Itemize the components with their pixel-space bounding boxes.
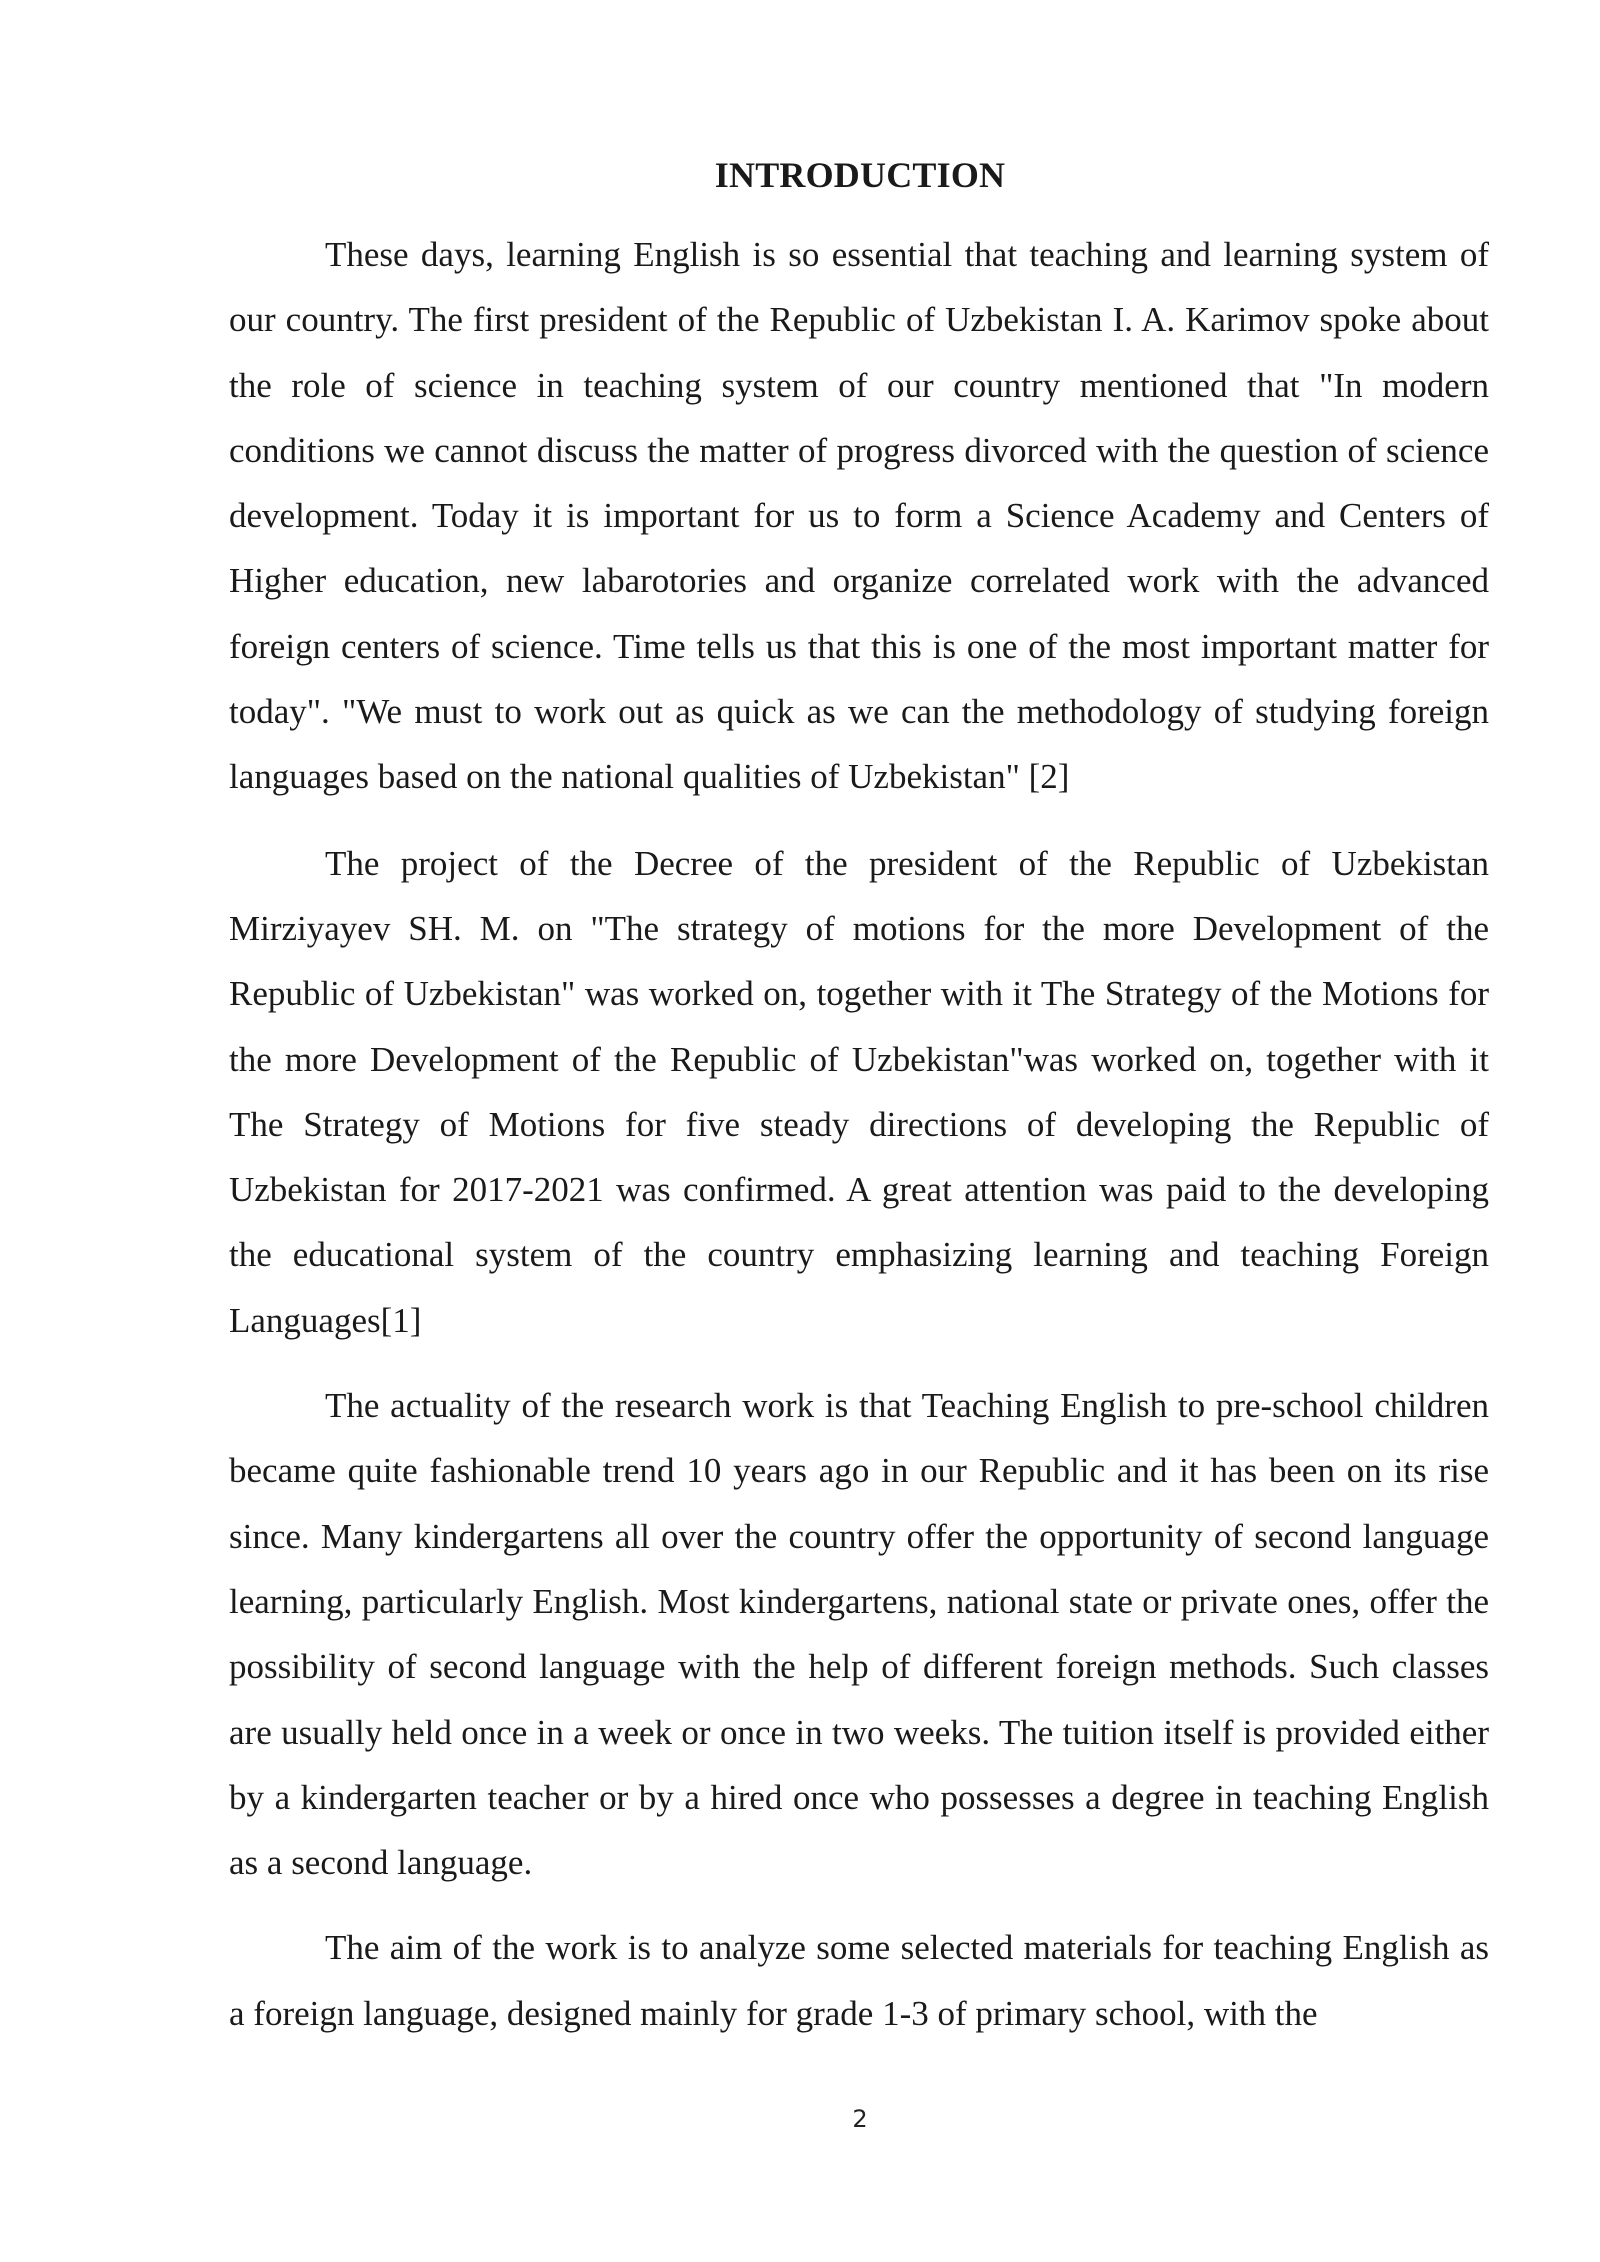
page-number: 2 [852,2105,868,2133]
paragraph: These days, learning English is so essential that teaching and learning system of our country. The first president of the Republic of Uzbekistan I. A. Karimov spoke about the role of science in teaching system of our country mentioned that "In modern conditions we cannot discuss the matter of progress divorced with the question of science development. Today it is important for us to form a Science Academy and Centers of Higher education, new labarotories and organize correlated work with the advanced foreign centers of science. Time tells us that this is one of the most important matter for today". "We must to work out as quick as we can the methodology of studying foreign languages based on the national qualities of Uzbekistan" [2] [229,235,1489,797]
section-heading: INTRODUCTION [714,155,1006,195]
paragraph: The actuality of the research work is that Teaching English to pre-school children became quite fashionable trend 10 years ago in our Republic and it has been on its rise since. Many kindergartens all over the country offer the opportunity of second language learning, particularly English. Most kindergartens, national state or private ones, offer the possibility of second language with the help of different foreign methods. Such classes are usually held once in a week or once in two weeks. The tuition itself is provided either by a kindergarten teacher or by a hired once who possesses a degree in teaching English as a second language. [229,1386,1489,1883]
paragraph: The project of the Decree of the president of the Republic of Uzbekistan Mirziyayev SH. M. on "The strategy of motions for the more Development of the Republic of Uzbekistan" was worked on, together with it The Strategy of the Motions for the more Development of the Republic of Uzbekistan"was worked on, together with it The Strategy of Motions for five steady directions of developing the Republic of Uzbekistan for 2017-2021 was confirmed. A great attention was paid to the developing the educational system of the country emphasizing learning and teaching Foreign Languages[1] [229,843,1489,1340]
body-text [229,222,1489,2046]
paragraph: The aim of the work is to analyze some selected materials for teaching English as a foreign language, designed mainly for grade 1-3 of primary school, with the [229,1928,1489,2033]
